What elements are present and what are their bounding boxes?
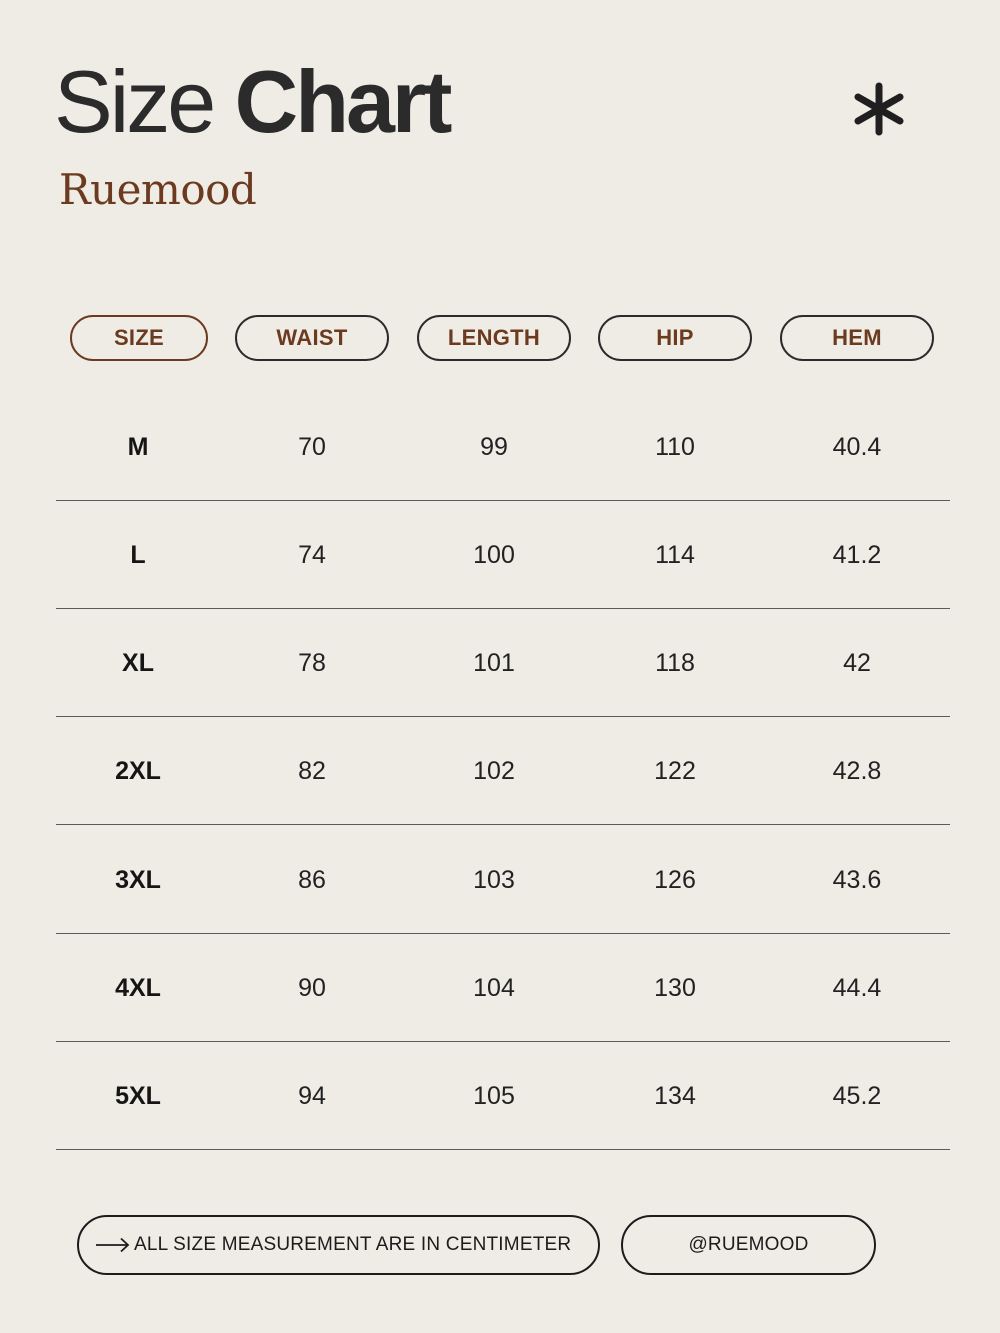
hem-cell: 44.4 [832,973,882,1002]
table-row [56,934,950,1042]
column-header-length [417,315,571,361]
column-header-label: LENGTH [447,325,541,350]
waist-cell: 94 [298,1081,326,1110]
column-header-label: HIP [656,325,694,350]
table-row [56,1042,950,1150]
hem-cell: 42.8 [832,756,882,785]
hip-cell: 110 [655,432,695,461]
table-row [56,826,950,934]
brand-name: Ruemood [59,165,257,214]
column-header-label: WAIST [276,325,348,350]
title-size-word: Size [54,52,214,151]
hem-cell: 45.2 [832,1081,882,1110]
waist-cell: 74 [298,540,326,569]
waist-cell: 70 [298,432,326,461]
size-cell: 5XL [115,1081,161,1110]
title-chart-word: Chart [234,52,450,151]
social-handle-text: @RUEMOOD [688,1234,809,1255]
hip-cell: 122 [654,756,696,785]
size-cell: 2XL [115,756,161,785]
length-cell: 102 [473,756,515,785]
column-header-hip [598,315,752,361]
column-header-size [70,315,208,361]
size-cell: L [130,540,146,569]
page-title [54,52,449,152]
length-cell: 105 [473,1081,515,1110]
waist-cell: 90 [298,973,326,1002]
hip-cell: 118 [655,648,695,677]
size-cell: M [127,432,149,461]
column-header-hem [780,315,934,361]
size-cell: 4XL [115,973,161,1002]
table-row [56,393,950,501]
social-handle [621,1215,876,1275]
size-cell: XL [122,648,154,677]
row-divider [56,824,950,825]
length-cell: 101 [473,648,515,677]
hem-cell: 43.6 [832,865,882,894]
length-cell: 99 [480,432,508,461]
size-cell: 3XL [115,865,161,894]
hip-cell: 126 [654,865,696,894]
waist-cell: 86 [298,865,326,894]
waist-cell: 82 [298,756,326,785]
table-row [56,609,950,717]
length-cell: 104 [473,973,515,1002]
asterisk-icon [852,80,906,138]
hip-cell: 114 [655,540,695,569]
measurement-note-text: ALL SIZE MEASUREMENT ARE IN CENTIMETER [134,1234,572,1255]
column-header-waist [235,315,389,361]
column-header-label: SIZE [113,325,165,350]
hem-cell: 40.4 [832,432,882,461]
hip-cell: 130 [654,973,696,1002]
table-row [56,717,950,825]
table-row [56,501,950,609]
waist-cell: 78 [298,648,326,677]
length-cell: 103 [473,865,515,894]
hem-cell: 41.2 [832,540,882,569]
hem-cell: 42 [843,648,871,677]
length-cell: 100 [473,540,515,569]
row-divider [56,1149,950,1150]
column-header-label: HEM [832,325,882,350]
measurement-note [77,1215,600,1275]
arrow-right-icon [95,1237,131,1253]
hip-cell: 134 [654,1081,696,1110]
